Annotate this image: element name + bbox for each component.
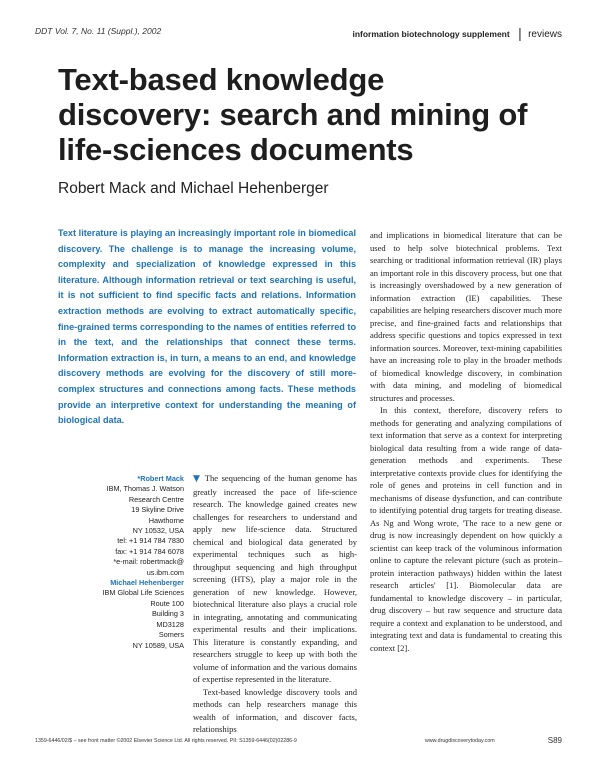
title-line: life-sciences documents: [58, 132, 414, 167]
affiliation-line: MD3128: [156, 619, 184, 629]
copyright-line: 1359-6446/02/$ – see front matter ©2002 Elsevier Science Ltd. All rights reserved. PII: S1359-6446(02)02286-9: [35, 738, 297, 744]
affiliation-line: NY 10532, USA: [132, 526, 184, 536]
affiliation-line: IBM, Thomas J. Watson: [106, 484, 184, 494]
journal-url: www.drugdiscoverytoday.com: [425, 738, 495, 744]
running-header: [35, 26, 161, 36]
affiliation-line: fax: +1 914 784 6078: [115, 546, 184, 556]
affiliation-line: tel: +1 914 784 7830: [117, 536, 184, 546]
body-column-middle: [193, 472, 357, 736]
affiliation-line: Building 3: [151, 609, 184, 619]
journal-name: DDT: [35, 26, 53, 36]
body-paragraph: and implications in biomedical literature that can be used to help solve biotechnical problems. Text searching or traditional information retrieval (IR) plays an important role in this discovery process, but one that is increasingly overshadowed by a new generation of information extraction (IE) capabilities. These capabilities are helping researchers discover much more precise, and fine-grained facts and relationships that address specific questions and topics expressed in text information sources. Moreover, text-mining capabilities have an increasing role to play in the broader methods of biomedical knowledge discovery, in combination with data mining, and modeling of biomedical structures and processes.: [370, 230, 562, 403]
affiliation-line: Research Centre: [128, 494, 184, 504]
author-affiliations: [68, 474, 184, 651]
body-paragraph: Text-based knowledge discovery tools and methods can help researchers manage this wealth of information, and discover facts, relationships: [193, 686, 357, 734]
title-line: Text-based knowledge: [58, 62, 385, 97]
article-title: [58, 62, 578, 167]
page-number: S89: [547, 736, 562, 745]
section-marker-icon: ▼: [193, 474, 202, 484]
header-divider: |: [518, 25, 522, 41]
affiliation-line: 19 Skyline Drive: [131, 505, 184, 515]
section-label: reviews: [528, 29, 562, 40]
affiliation-line: NY 10589, USA: [132, 640, 184, 650]
affiliation-line: *e-mail: robertmack@: [113, 557, 184, 567]
supplement-label: information biotechnology supplement: [352, 29, 510, 39]
author-name: *Robert Mack: [137, 474, 184, 483]
affiliation-line: Hawthorne: [148, 515, 184, 525]
author-name: Michael Hehenberger: [110, 578, 184, 588]
affiliation-line: IBM Global Life Sciences: [102, 588, 184, 598]
affiliation-line: Somers: [158, 630, 184, 640]
article-authors: Robert Mack and Michael Hehenberger: [58, 180, 329, 197]
body-column-right: [370, 229, 562, 654]
abstract: Text literature is playing an increasingly important role in biomedical discovery. The challenge is to manage the increasing volume, complexity and specialization of knowledge expressed in this literature. Although information retrieval or text searching is useful, it is not sufficient to find specific facts and relations. Information extraction methods are evolving to extract automatically specific, fine-grained terms corresponding to the names of entities referred to in the text, and the relationships that connect these terms. Information extraction is, in turn, a means to an end, and knowledge discovery methods are evolving for the discovery of still more-complex structures and connections among facts. These methods provide an interpretive context for understanding the meaning of biological data.: [58, 228, 356, 426]
body-paragraph: [193, 472, 357, 686]
affiliation-line: Route 100: [150, 598, 184, 608]
journal-volume: Vol. 7, No. 11 (Suppl.), 2002: [54, 26, 162, 36]
body-text: The sequencing of the human genome has greatly increased the pace of life-science research. The knowledge gained creates new challenges for researchers to understand and apply new life-science data. Structured chemical and biological data generated by experimental techniques such as high-throughput sequencing and high throughput screening (HTS), play a major role in the generation of new knowledge. However, biotechnical literature also plays a crucial role in integrating, annotating and communicating experimental results and their implications. This literature is constantly expanding, and researchers struggle to keep up with both the volume of information and the various domains of expertise represented in the literature.: [193, 473, 358, 684]
affiliation-line: us.ibm.com: [146, 567, 184, 577]
body-paragraph: In this context, therefore, discovery refers to methods for generating and analyzing compilations of text information that serve as a context for interpreting biological data resulting from a wide range of data-generation methods and experiments. These interpretative contexts provide clues for identifying the role of genes and proteins in cell function and in mechanisms of disease dysfunction, and can contribute to identifying potential drug targets for treating disease. As Ng and Wong wrote, 'The race to a new gene or drug is now increasingly dependent on how quickly a scientist can keep track of the voluminous information online to capture the relevant picture (such as protein–protein interaction pathways) hidden within the latest research articles' [1]. Biomolecular data are fundamental to knowledge discovery – in particular, drug discovery – but raw sequence and structure data require a context and explanation to be understood, and integrating text and data is fundamental to creating this context [2].: [370, 405, 562, 653]
section-header: [340, 24, 562, 40]
title-line: discovery: search and mining of: [58, 97, 528, 132]
